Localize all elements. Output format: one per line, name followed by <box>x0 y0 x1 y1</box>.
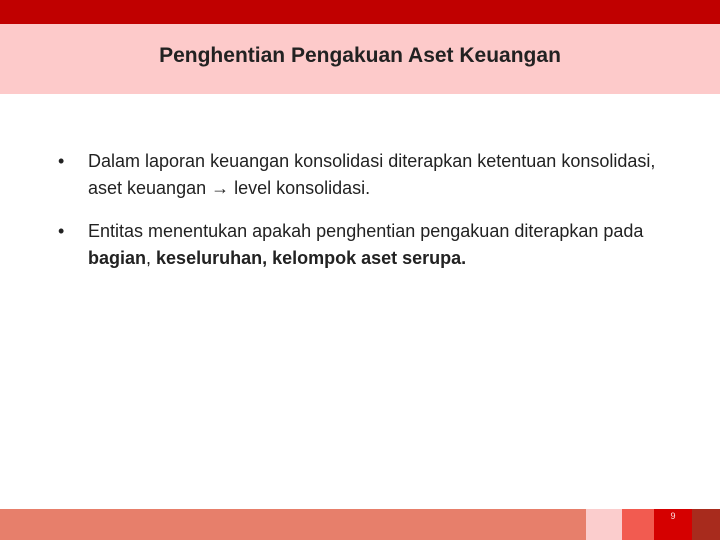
bullet-list <box>58 148 658 288</box>
title-band <box>0 24 720 94</box>
bullet-marker: • <box>58 151 65 171</box>
bullet-marker: • <box>58 221 65 241</box>
bullet-2-separator: , <box>146 248 157 268</box>
top-accent-bar <box>0 0 720 24</box>
page-number: 9 <box>670 511 676 521</box>
footer-segment <box>586 509 622 540</box>
footer-segment <box>0 509 586 540</box>
slide-title: Penghentian Pengakuan Aset Keuangan <box>159 44 561 67</box>
bullet-2-bold-rest: keseluruhan, kelompok aset serupa. <box>156 248 467 268</box>
footer-segment <box>692 509 720 540</box>
bullet-1-text-after-arrow: level konsolidasi. <box>229 178 371 198</box>
bullet-1-text-before-arrow: Dalam laporan keuangan konsolidasi diterapkan ketentuan konsolidasi, aset keuangan <box>88 151 656 198</box>
bullet-2-bold-bagian: bagian <box>88 248 147 268</box>
bullet-item-1 <box>58 148 658 202</box>
bullet-2-text: Entitas menentukan apakah penghentian pengakuan diterapkan pada <box>88 221 644 241</box>
footer-bar <box>0 509 720 540</box>
footer-segment <box>622 509 654 540</box>
bullet-item-2 <box>58 218 658 272</box>
arrow-right-icon: → <box>211 178 230 198</box>
